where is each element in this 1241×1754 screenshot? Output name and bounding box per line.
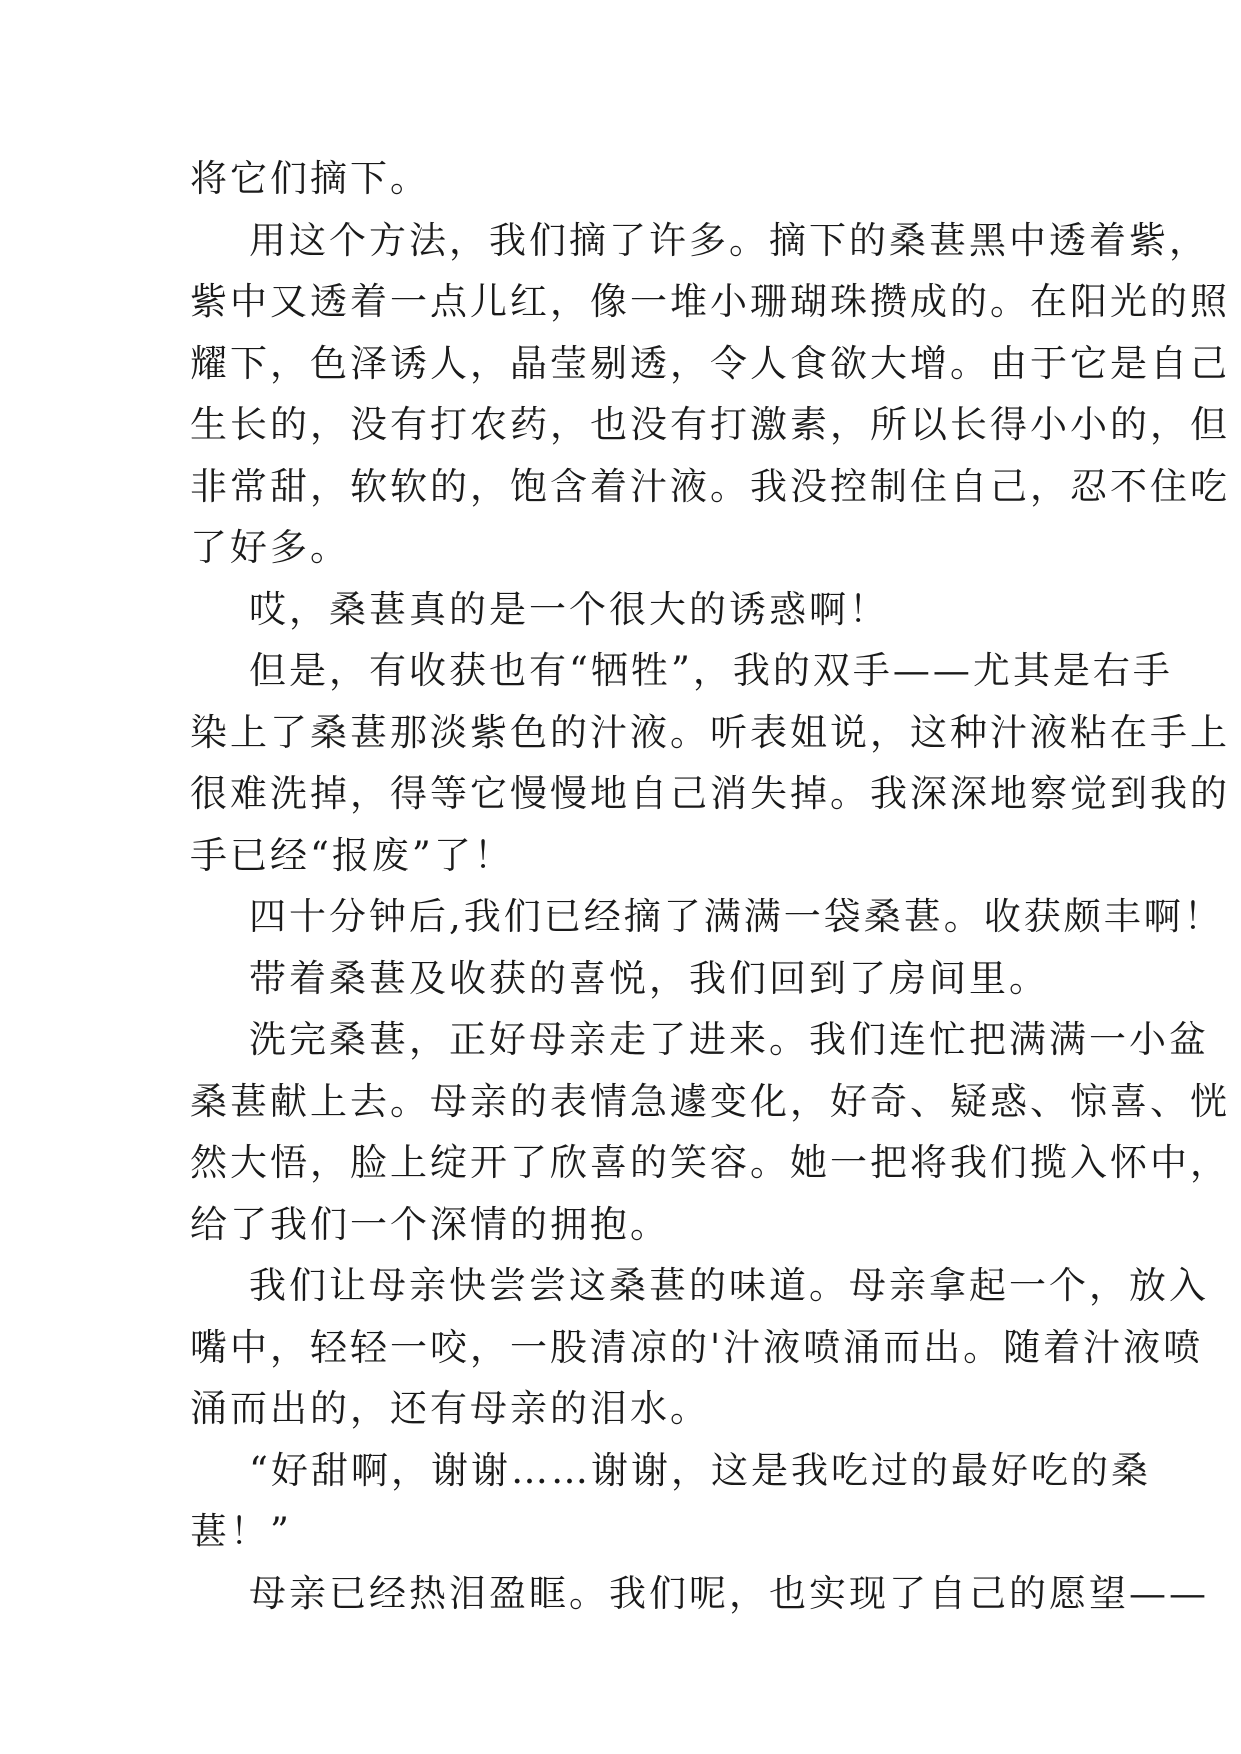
text-line: 紫中又透着一点儿红，像一堆小珊瑚珠攒成的。在阳光的照 [190, 280, 1230, 323]
text-line: 了好多。 [190, 526, 350, 569]
document-body [190, 148, 1230, 1624]
text-line: 葚！” [190, 1510, 292, 1553]
text-line: 用这个方法，我们摘了许多。摘下的桑葚黑中透着紫， [190, 218, 1210, 262]
text-line: 四十分钟后,我们已经摘了满满一袋桑葚。收获颇丰啊！ [190, 895, 1224, 938]
text-line: 母亲已经热泪盈眶。我们呢，也实现了自己的愿望—— [190, 1571, 1210, 1615]
text-line: 哎，桑葚真的是一个很大的诱惑啊！ [190, 587, 890, 631]
text-line: 耀下，色泽诱人，晶莹剔透，令人食欲大增。由于它是自己 [190, 341, 1230, 385]
text-line: 染上了桑葚那淡紫色的汁液。听表姐说，这种汁液粘在手上 [190, 710, 1230, 754]
text-line: 洗完桑葚，正好母亲走了进来。我们连忙把满满一小盆 [190, 1018, 1210, 1061]
text-line: 将它们摘下。 [190, 157, 430, 200]
text-line: 生长的，没有打农药，也没有打激素，所以长得小小的，但 [190, 403, 1230, 446]
text-line: 桑葚献上去。母亲的表情急遽变化，好奇、疑惑、惊喜、恍 [190, 1079, 1230, 1123]
text-line: 非常甜，软软的，饱含着汁液。我没控制住自己，忍不住吃 [190, 464, 1230, 508]
text-line: “好甜啊，谢谢……谢谢，这是我吃过的最好吃的桑 [190, 1448, 1151, 1492]
text-line: 涌而出的，还有母亲的泪水。 [190, 1387, 710, 1430]
text-line: 我们让母亲快尝尝这桑葚的味道。母亲拿起一个，放入 [190, 1264, 1210, 1307]
text-line: 手已经“报废”了！ [190, 833, 514, 877]
text-line: 带着桑葚及收获的喜悦，我们回到了房间里。 [190, 956, 1050, 1000]
text-line: 嘴中，轻轻一咬，一股清凉的'汁液喷涌而出。随着汁液喷 [190, 1325, 1204, 1369]
text-line: 很难洗掉，得等它慢慢地自己消失掉。我深深地察觉到我的 [190, 772, 1230, 815]
text-line: 然大悟，脸上绽开了欣喜的笑容。她一把将我们揽入怀中， [190, 1141, 1230, 1184]
text-line: 但是，有收获也有“牺牲”，我的双手——尤其是右手 [190, 649, 1173, 692]
text-line: 给了我们一个深情的拥抱。 [190, 1202, 670, 1246]
